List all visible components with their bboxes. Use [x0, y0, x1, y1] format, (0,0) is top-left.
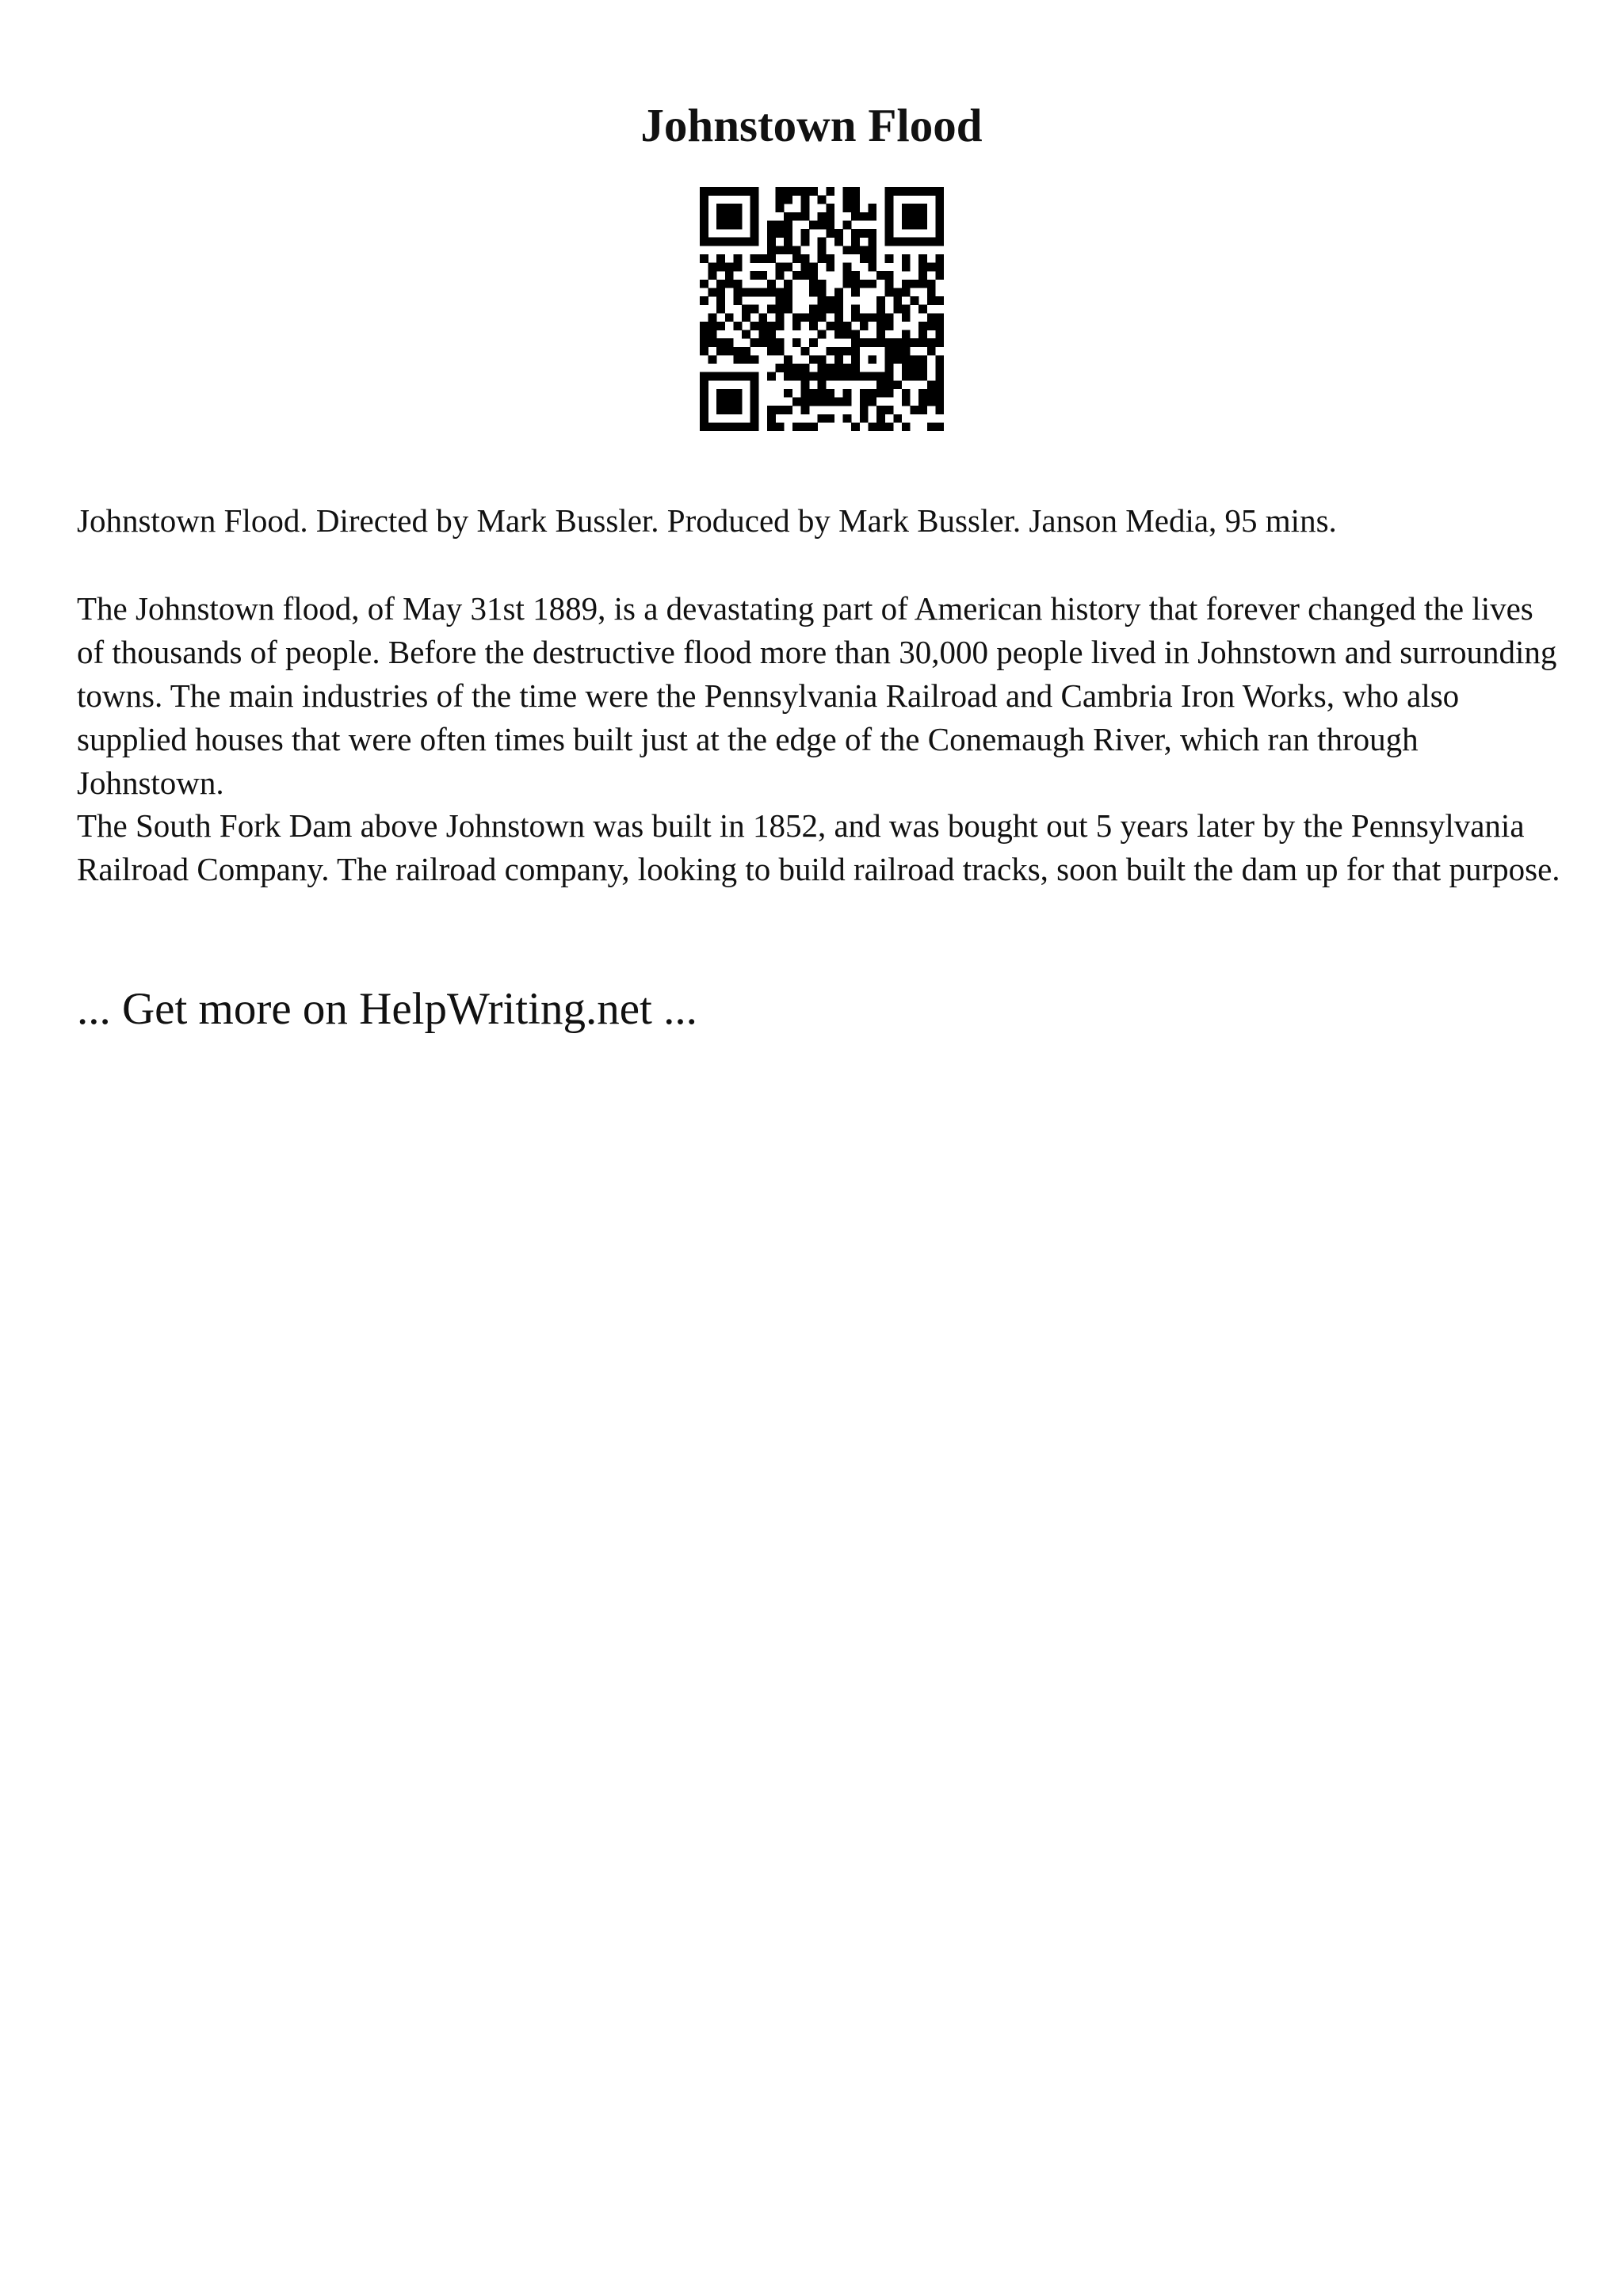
qr-code-icon[interactable] — [700, 187, 944, 431]
film-credits: Johnstown Flood. Directed by Mark Bussler. Produced by Mark Bussler. Janson Media, 95 mins. — [77, 502, 1337, 539]
document-title: Johnstown Flood — [640, 99, 983, 151]
get-more-link[interactable]: ... Get more on HelpWriting.net ... — [77, 984, 697, 1034]
body-paragraph-1: The Johnstown flood, of May 31st 1889, is a devastating part of American history that forever changed the lives of thousands of people. Before the destructive flood more than 30,000 people lived in Johnstown and surrounding towns. The main industries of the time were the Pennsylvania Railroad and Cambria Iron Works, who also supplied houses that were often times built just at the edge of the Conemaugh River, which ran through Johnstown. — [77, 590, 1557, 801]
body-paragraph-2: The South Fork Dam above Johnstown was built in 1852, and was bought out 5 years later by the Pennsylvania Railroad Company. The railroad company, looking to build railroad tracks, soon built the dam up for that purpose. — [77, 807, 1560, 887]
